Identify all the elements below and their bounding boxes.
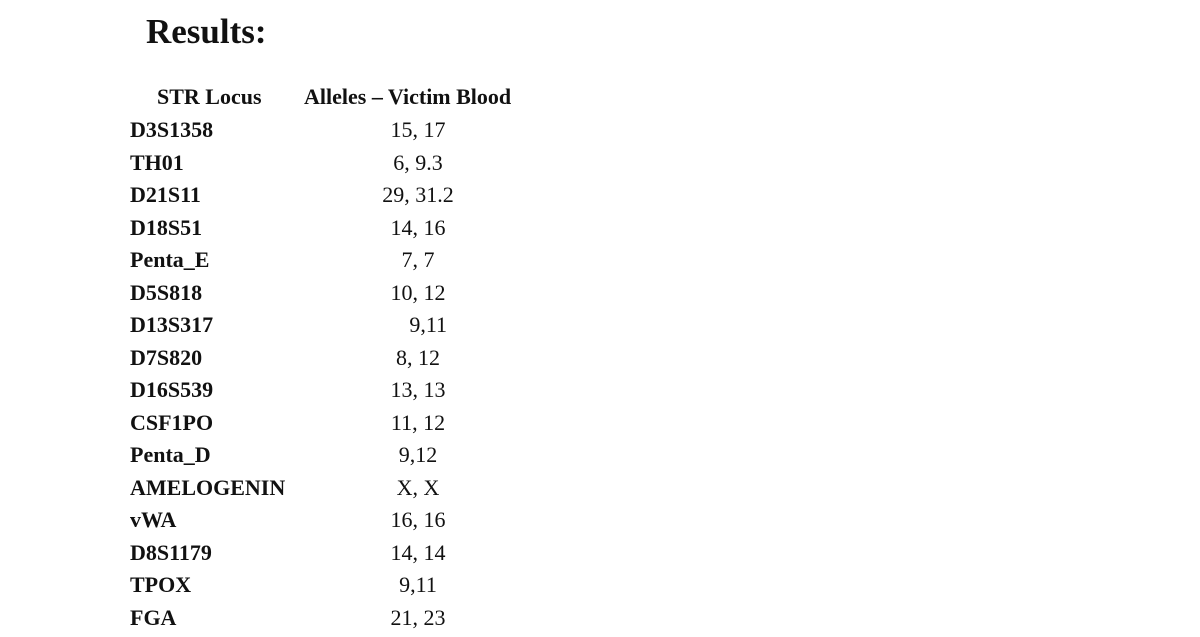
table-row bbox=[0, 473, 1200, 506]
locus-cell: D21S11 bbox=[130, 182, 201, 207]
alleles-cell: 16, 16 bbox=[390, 507, 446, 532]
alleles-cell: 10, 12 bbox=[390, 279, 446, 305]
locus-cell: CSF1PO bbox=[130, 409, 214, 435]
locus-cell: D13S317 bbox=[130, 312, 214, 337]
results-heading: Results: bbox=[146, 12, 267, 51]
alleles-cell: 9,11 bbox=[409, 312, 448, 337]
table-row bbox=[0, 115, 1200, 148]
table-row bbox=[0, 538, 1200, 571]
locus-cell: D8S1179 bbox=[130, 539, 212, 565]
table-row bbox=[0, 408, 1200, 441]
table-row bbox=[0, 278, 1200, 311]
table-row bbox=[0, 570, 1200, 603]
locus-cell: FGA bbox=[130, 604, 177, 630]
alleles-cell: 15, 17 bbox=[390, 117, 446, 142]
alleles-cell: 7, 7 bbox=[401, 247, 435, 272]
locus-cell: Penta_E bbox=[130, 247, 210, 272]
locus-cell: D3S1358 bbox=[130, 117, 214, 142]
alleles-cell: 9,12 bbox=[398, 442, 438, 467]
alleles-cell: 29, 31.2 bbox=[382, 182, 454, 207]
locus-cell: D18S51 bbox=[130, 214, 203, 240]
table-row bbox=[0, 310, 1200, 343]
alleles-cell: 13, 13 bbox=[390, 377, 446, 402]
locus-cell: D16S539 bbox=[130, 377, 214, 402]
alleles-cell: 14, 16 bbox=[390, 214, 446, 240]
column-header-str-locus: STR Locus bbox=[157, 84, 262, 109]
column-header-alleles: Alleles – Victim Blood bbox=[304, 84, 512, 109]
str-results-table bbox=[0, 115, 1200, 635]
alleles-cell: 11, 12 bbox=[390, 409, 446, 435]
alleles-cell: 14, 14 bbox=[390, 539, 446, 565]
alleles-cell: X, X bbox=[396, 474, 440, 500]
table-row bbox=[0, 180, 1200, 213]
locus-cell: D5S818 bbox=[130, 279, 203, 305]
table-row bbox=[0, 440, 1200, 473]
locus-cell: D7S820 bbox=[130, 344, 203, 370]
table-row bbox=[0, 245, 1200, 278]
locus-cell: TPOX bbox=[130, 572, 192, 597]
locus-cell: vWA bbox=[130, 507, 177, 532]
table-row bbox=[0, 603, 1200, 636]
alleles-cell: 8, 12 bbox=[396, 344, 440, 370]
locus-cell: AMELOGENIN bbox=[130, 474, 286, 500]
table-row bbox=[0, 343, 1200, 376]
table-row bbox=[0, 213, 1200, 246]
alleles-cell: 21, 23 bbox=[390, 604, 446, 630]
table-row bbox=[0, 375, 1200, 408]
alleles-cell: 9,11 bbox=[399, 572, 437, 597]
locus-cell: TH01 bbox=[130, 149, 184, 175]
alleles-cell: 6, 9.3 bbox=[393, 149, 443, 175]
table-row bbox=[0, 505, 1200, 538]
table-row bbox=[0, 148, 1200, 181]
locus-cell: Penta_D bbox=[130, 442, 211, 467]
